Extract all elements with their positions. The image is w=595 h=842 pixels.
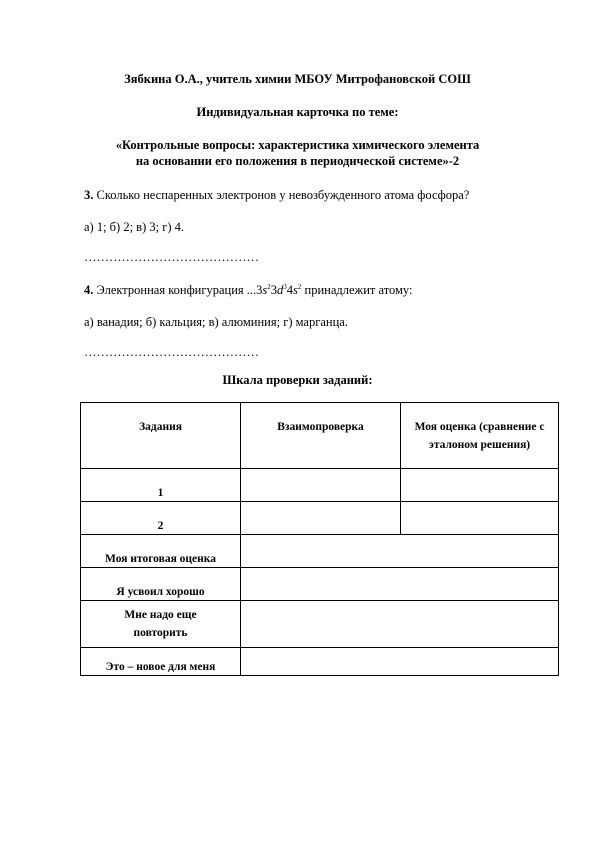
table-row xyxy=(81,502,559,535)
peer-check-cell[interactable] xyxy=(241,469,401,502)
header-tasks: Задания xyxy=(81,403,241,469)
table-row xyxy=(81,601,559,648)
summary-value-cell[interactable] xyxy=(241,648,559,676)
header-my-grade: Моя оценка (сравнение с эталоном решения) xyxy=(401,403,559,469)
summary-value-cell[interactable] xyxy=(241,601,559,648)
question-3 xyxy=(84,188,469,203)
question-4 xyxy=(84,283,412,298)
config-pre-2: 3 xyxy=(270,283,278,297)
summary-value-cell[interactable] xyxy=(241,535,559,568)
question-4-text-before: Электронная конфигурация ...3 xyxy=(96,283,263,297)
question-4-text-after: принадлежит атому: xyxy=(301,283,413,297)
summary-label: Это – новое для меня xyxy=(81,648,241,676)
my-grade-cell[interactable] xyxy=(401,502,559,535)
config-sup-1: 2 xyxy=(267,283,271,291)
topic-line-2: на основании его положения в периодической системе»-2 xyxy=(135,154,460,168)
table-header-row xyxy=(81,403,559,469)
question-3-options: а) 1; б) 2; в) 3; г) 4. xyxy=(84,220,185,234)
question-4-number: 4. xyxy=(84,283,94,297)
config-base-2: d xyxy=(277,283,284,297)
table-row xyxy=(81,648,559,676)
task-number-cell: 2 xyxy=(81,502,241,535)
topic-line-1: «Контрольные вопросы: характеристика химического элемента xyxy=(115,138,480,152)
scale-title: Шкала проверки заданий: xyxy=(222,373,373,387)
config-base-1: s xyxy=(262,283,268,297)
config-pre-3: 4 xyxy=(286,283,294,297)
peer-check-cell[interactable] xyxy=(241,502,401,535)
header-peer-check: Взаимопроверка xyxy=(241,403,401,469)
task-number-cell: 1 xyxy=(81,469,241,502)
question-3-answer-line: …………………………………… xyxy=(84,250,259,264)
table-row xyxy=(81,469,559,502)
author-line: Зябкина О.А., учитель химии МБОУ Митрофановской СОШ xyxy=(124,72,471,86)
summary-value-cell[interactable] xyxy=(241,568,559,601)
table-row xyxy=(81,535,559,568)
config-sup-2: 3 xyxy=(283,283,287,291)
my-grade-cell[interactable] xyxy=(401,469,559,502)
summary-label: Мне надо еще повторить xyxy=(81,601,241,648)
table-row xyxy=(81,568,559,601)
config-base-3: s xyxy=(293,283,298,297)
question-3-text: Сколько неспаренных электронов у невозбужденного атома фосфора? xyxy=(96,188,470,202)
check-scale-table xyxy=(80,402,559,676)
question-4-options: а) ванадия; б) кальция; в) алюминия; г) марганца. xyxy=(84,315,348,329)
summary-label: Моя итоговая оценка xyxy=(81,535,241,568)
summary-label: Я усвоил хорошо xyxy=(81,568,241,601)
config-sup-3: 2 xyxy=(297,283,302,291)
question-3-number: 3. xyxy=(84,188,94,202)
question-4-answer-line: …………………………………… xyxy=(84,345,259,359)
card-title: Индивидуальная карточка по теме: xyxy=(196,105,399,119)
